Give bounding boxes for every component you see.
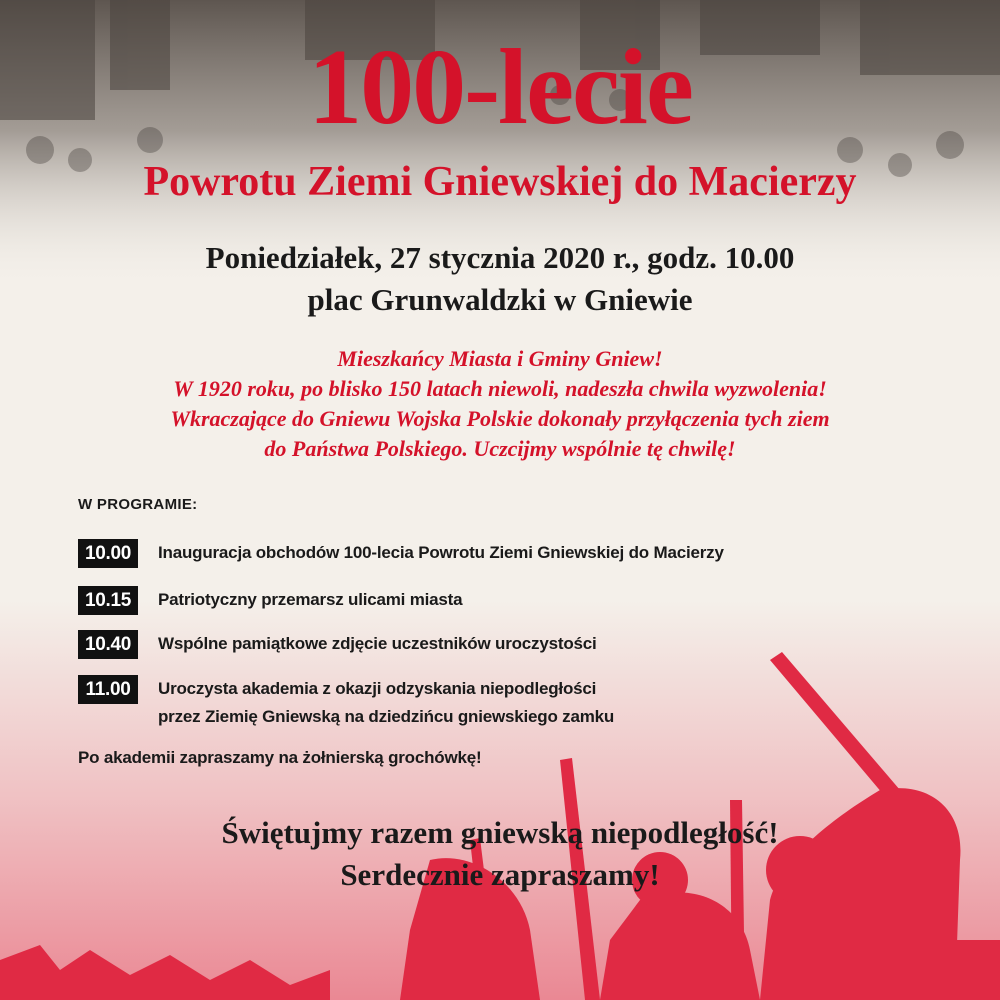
program-item bbox=[78, 630, 597, 659]
after-note: Po akademii zapraszamy na żołnierską grochówkę! bbox=[78, 748, 482, 767]
closing-line: Świętujmy razem gniewską niepodległość! bbox=[221, 815, 779, 850]
event-place: plac Grunwaldzki w Gniewie bbox=[307, 282, 693, 317]
appeal-line: do Państwa Polskiego. Uczcijmy wspólnie tę chwilę! bbox=[264, 436, 736, 461]
program-time-badge: 10.00 bbox=[78, 539, 138, 568]
event-datetime: Poniedziałek, 27 stycznia 2020 r., godz. 10.00 bbox=[205, 240, 795, 275]
program-description-line: Wspólne pamiątkowe zdjęcie uczestników uroczystości bbox=[158, 634, 597, 653]
program-description-line: przez Ziemię Gniewską na dziedzińcu gniewskiego zamku bbox=[158, 707, 615, 726]
closing-text bbox=[0, 812, 1000, 896]
program-description-line: Uroczysta akademia z okazji odzyskania niepodległości bbox=[158, 679, 597, 698]
program-item bbox=[78, 675, 614, 731]
appeal-line: Mieszkańcy Miasta i Gminy Gniew! bbox=[337, 346, 663, 371]
program-heading: W PROGRAMIE: bbox=[78, 496, 198, 513]
program-description-line: Inauguracja obchodów 100-lecia Powrotu Ziemi Gniewskiej do Macierzy bbox=[158, 543, 724, 562]
program-description-line: Patriotyczny przemarsz ulicami miasta bbox=[158, 590, 463, 609]
closing-line: Serdecznie zapraszamy! bbox=[340, 857, 660, 892]
program-item bbox=[78, 539, 724, 568]
program-description bbox=[158, 675, 614, 731]
program-time-badge: 11.00 bbox=[78, 675, 138, 704]
program-time-badge: 10.15 bbox=[78, 586, 138, 615]
program-item bbox=[78, 586, 462, 615]
program-description bbox=[158, 630, 597, 658]
program-time-badge: 10.40 bbox=[78, 630, 138, 659]
poster-title: 100-lecie bbox=[308, 28, 692, 147]
appeal-line: W 1920 roku, po blisko 150 latach niewoli, nadeszła chwila wyzwolenia! bbox=[173, 376, 827, 401]
program-description bbox=[158, 586, 462, 614]
appeal-text bbox=[0, 344, 1000, 464]
appeal-line: Wkraczające do Gniewu Wojska Polskie dokonały przyłączenia tych ziem bbox=[170, 406, 830, 431]
program-description bbox=[158, 539, 724, 567]
poster-subtitle: Powrotu Ziemi Gniewskiej do Macierzy bbox=[143, 159, 857, 205]
